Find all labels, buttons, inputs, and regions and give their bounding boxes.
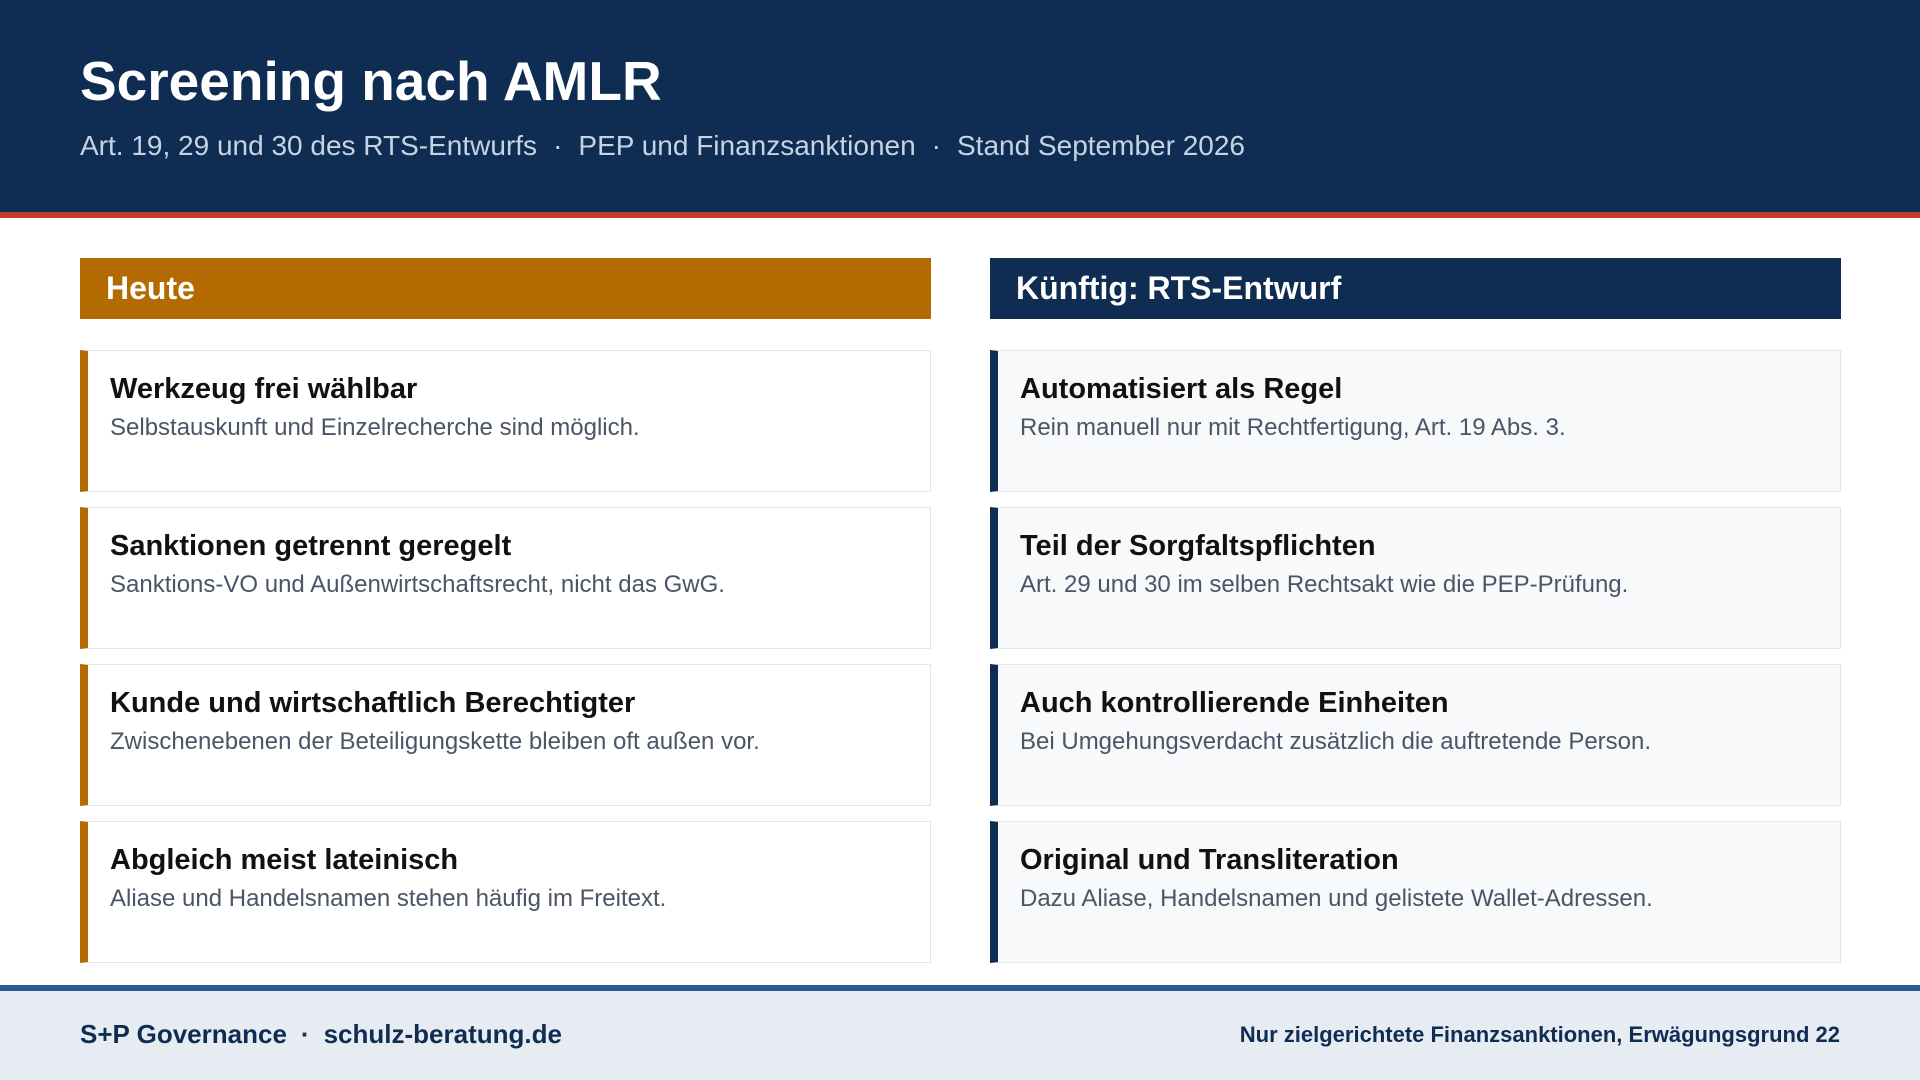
header-banner [0, 0, 1920, 212]
card-latin-matching [80, 821, 931, 963]
subtitle-separator: · [553, 130, 563, 161]
card-text: Aliase und Handelsnamen stehen häufig im Freitext. [110, 885, 667, 912]
footer-brand-block [80, 1017, 562, 1051]
footer-brand: S+P Governance [80, 1019, 287, 1049]
card-text: Bei Umgehungsverdacht zusätzlich die auftretende Person. [1020, 728, 1652, 755]
card-text: Dazu Aliase, Handelsnamen und gelistete Wallet-Adressen. [1020, 885, 1653, 912]
header-accent-line [0, 212, 1920, 218]
card-title: Teil der Sorgfaltspflichten [1020, 530, 1376, 562]
column-heading-future: Künftig: RTS-Entwurf [990, 258, 1841, 319]
card-text: Art. 29 und 30 im selben Rechtsakt wie die PEP-Prüfung. [1020, 571, 1629, 598]
footer-website: schulz-beratung.de [323, 1019, 562, 1049]
card-automated-rule [990, 350, 1841, 492]
card-tool-choice [80, 350, 931, 492]
column-future-rts [990, 258, 1841, 978]
column-heading-today: Heute [80, 258, 931, 319]
page-subtitle [80, 128, 1245, 164]
subtitle-separator: · [931, 130, 941, 161]
card-controlling-entities [990, 664, 1841, 806]
card-title: Original und Transliteration [1020, 844, 1399, 876]
card-due-diligence [990, 507, 1841, 649]
card-text: Selbstauskunft und Einzelrecherche sind möglich. [110, 414, 640, 441]
card-list-today [80, 350, 931, 963]
card-original-transliteration [990, 821, 1841, 963]
footer-note: Nur zielgerichtete Finanzsanktionen, Erwägungsgrund 22 [1239, 1022, 1840, 1047]
page-title: Screening nach AMLR [80, 50, 662, 112]
card-text: Zwischenebenen der Beteiligungskette bleiben oft außen vor. [110, 728, 760, 755]
card-title: Kunde und wirtschaftlich Berechtigter [110, 687, 636, 719]
card-title: Automatisiert als Regel [1020, 373, 1343, 405]
card-customer-beneficial-owner [80, 664, 931, 806]
footer-bar [0, 991, 1920, 1080]
card-text: Sanktions-VO und Außenwirtschaftsrecht, nicht das GwG. [110, 571, 725, 598]
card-list-future [990, 350, 1841, 963]
footer-separator: · [300, 1019, 310, 1049]
subtitle-part-date: Stand September 2026 [957, 130, 1245, 161]
card-sanctions-separate [80, 507, 931, 649]
card-title: Sanktionen getrennt geregelt [110, 530, 512, 562]
card-title: Werkzeug frei wählbar [110, 373, 418, 405]
card-title: Auch kontrollierende Einheiten [1020, 687, 1449, 719]
subtitle-part-topics: PEP und Finanzsanktionen [578, 130, 916, 161]
subtitle-part-articles: Art. 19, 29 und 30 des RTS-Entwurfs [80, 130, 538, 161]
card-text: Rein manuell nur mit Rechtfertigung, Art. 19 Abs. 3. [1020, 414, 1566, 441]
column-today [80, 258, 931, 978]
card-title: Abgleich meist lateinisch [110, 844, 459, 876]
